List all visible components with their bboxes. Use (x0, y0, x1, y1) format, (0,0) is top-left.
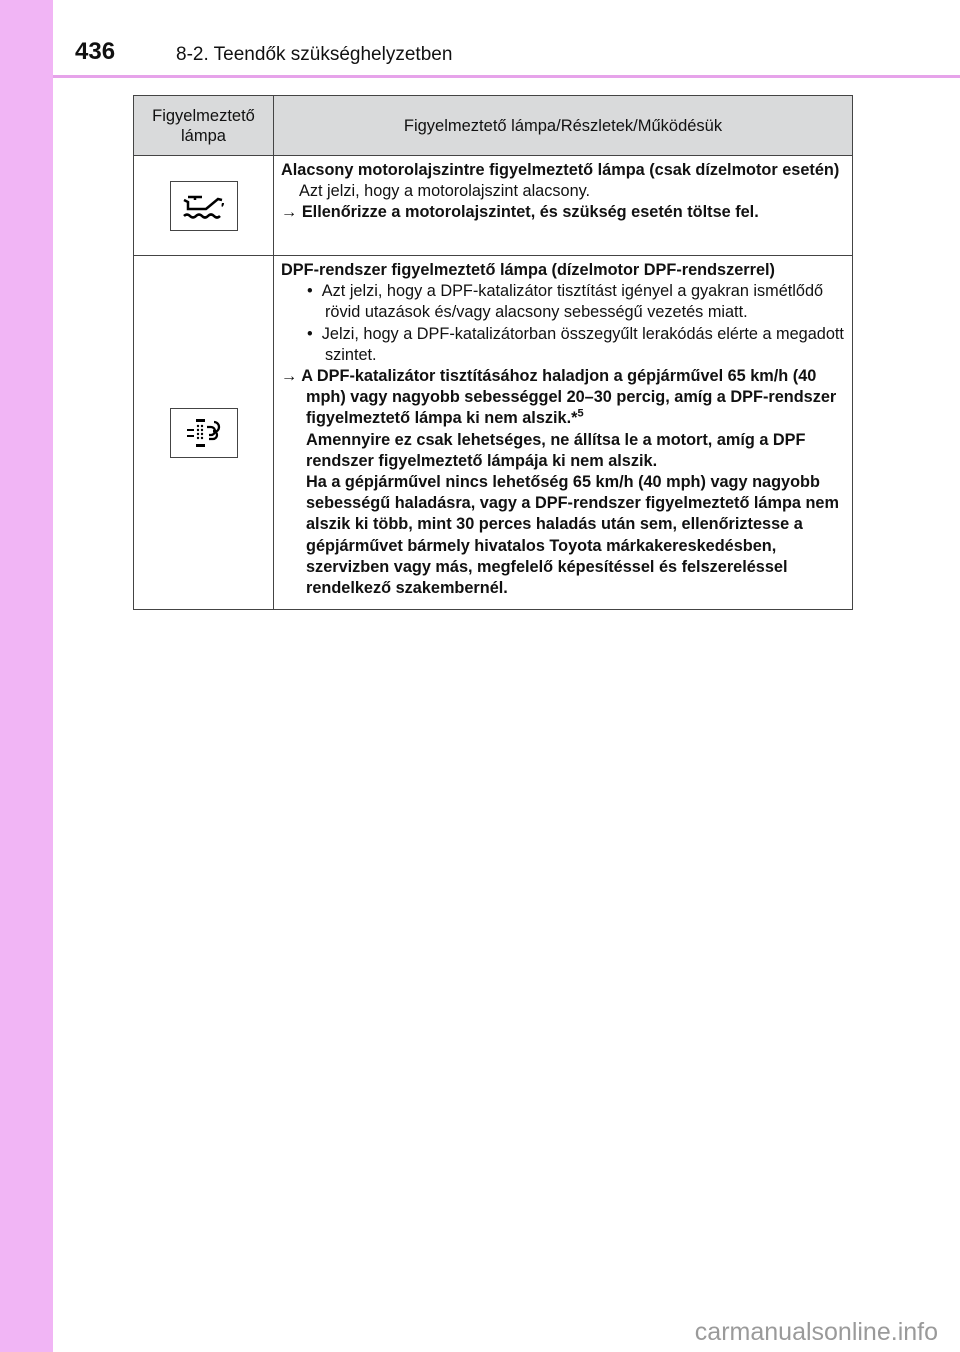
bullet-text: Jelzi, hogy a DPF-katalizátorban összegyűlt lerakódás elérte a megadott szintet. (321, 324, 844, 364)
list-item (281, 324, 846, 366)
table-row (134, 156, 853, 256)
row-title: Alacsony motorolajszintre figyelmeztető lámpa (csak dízelmotor esetén) (281, 161, 840, 179)
watermark: carmanualsonline.info (694, 1318, 938, 1346)
bullet-icon: • (307, 282, 313, 301)
page-number: 436 (75, 38, 116, 65)
dpf-icon (170, 408, 238, 458)
row-action-2: Amennyire ez csak lehetséges, ne állítsa le a motort, amíg a DPF rendszer figyelmeztető lámpája ki nem alszik. (306, 430, 806, 470)
list-item (281, 281, 846, 323)
chapter-tab-band (0, 0, 53, 1352)
column-header-details: Figyelmeztető lámpa/Részletek/Működésük (274, 96, 853, 156)
section-title: 8-2. Teendők szükséghelyzetben (176, 44, 453, 65)
table-row (134, 256, 853, 610)
row-action-3: Ha a gépjárművel nincs lehetőség 65 km/h (40 mph) vagy nagyobb sebességű haladásra, vagy a DPF-rendszer figyelmeztető lámpa nem alszik ki több, mint 30 perces haladás után sem, ellenőriztesse a gépjárművet bármely hivatalos Toyota márkakereskedésben, szervizben vagy más, megfelelő képesítéssel és felszereléssel rendelkező szakembernél. (306, 473, 839, 598)
row-description: Azt jelzi, hogy a motorolajszint alacsony. (299, 182, 591, 201)
row-action: A DPF-katalizátor tisztításához haladjon a gépjárművel 65 km/h (40 mph) vagy nagyobb sebességgel 20–30 percig, amíg a DPF-rendszer figyelmeztető lámpa ki nem alszik.* (301, 367, 837, 428)
row-title: DPF-rendszer figyelmeztető lámpa (dízelmotor DPF-rendszerrel) (281, 261, 775, 279)
bullet-text: Azt jelzi, hogy a DPF-katalizátor tisztítást igényel a gyakran ismétlődő rövid utazások és/vagy alacsony sebességű vezetés miatt. (321, 282, 824, 322)
arrow-icon: → (281, 367, 298, 386)
column-header-lamp: Figyelmeztető lámpa (134, 96, 274, 156)
row-action: Ellenőrizze a motorolajszintet, és szükség esetén töltse fel. (301, 203, 759, 222)
oil-pressure-icon (170, 181, 238, 231)
bullet-icon: • (307, 324, 313, 343)
arrow-icon: → (281, 203, 298, 222)
footnote-ref: 5 (577, 408, 584, 420)
warning-lamp-table (133, 95, 853, 610)
header-divider (53, 75, 960, 78)
